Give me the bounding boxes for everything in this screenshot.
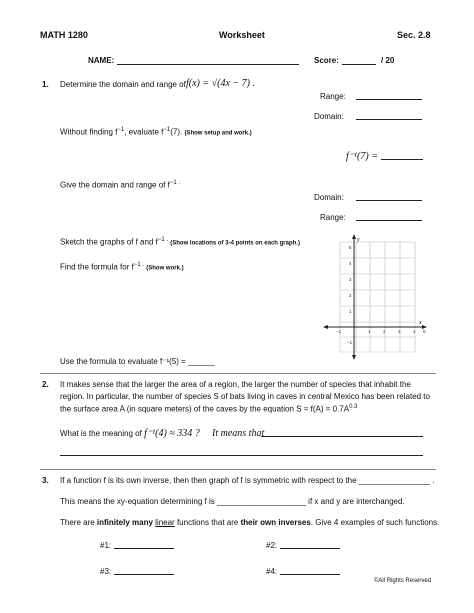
x-tick-4: 4 bbox=[413, 329, 416, 334]
q3-line1: If a function f is its own inverse, then then graph of f is symmetric with respect to the ________________ . bbox=[60, 476, 435, 485]
coordinate-grid[interactable] bbox=[320, 232, 430, 362]
q2-answer-prefix: It means that bbox=[212, 428, 265, 439]
y-tick-3: 3 bbox=[349, 277, 352, 282]
y-axis-arrow-down bbox=[352, 355, 356, 360]
q1-range-field[interactable] bbox=[356, 99, 422, 100]
x-tick-3: 3 bbox=[398, 329, 401, 334]
q1-use-formula: Use the formula to evaluate f⁻¹(5) = ______ bbox=[60, 357, 215, 366]
q3-line2: This means the xy-equation determining f is ____________________ if x and y are interchanged. bbox=[60, 497, 405, 506]
score-label: Score: bbox=[314, 56, 339, 65]
q1-domain-field[interactable] bbox=[356, 119, 422, 120]
q1-inverse-range-field[interactable] bbox=[356, 220, 422, 221]
q3-line3: There are infinitely many linear functions that are their own inverses. Give 4 examples of such functions. bbox=[60, 518, 440, 527]
q1-prompt: Determine the domain and range of bbox=[60, 80, 186, 89]
q2-line1: It makes sense that the larger the area of a region, the larger the number of species that inhabit the bbox=[60, 380, 411, 389]
q1-inverse-range-label: Range: bbox=[320, 213, 346, 222]
x-axis-label: x bbox=[419, 320, 422, 326]
q1-formula: Find the formula for $f^{-1 .}$ (Show work.) bbox=[60, 262, 184, 272]
x-tick-2: 2 bbox=[383, 329, 386, 334]
y-tick-1: 1 bbox=[349, 309, 352, 314]
q1-range-label: Range: bbox=[320, 92, 346, 101]
x-tick-1: 1 bbox=[368, 329, 371, 334]
q1-sketch: Sketch the graphs of f and $f^{-1 .}$ (Show locations of 3-4 points on each graph.) bbox=[60, 237, 300, 247]
q3-example-4-label: #4: bbox=[266, 567, 278, 576]
y-axis-arrow-up bbox=[352, 234, 356, 239]
divider-2 bbox=[40, 469, 436, 470]
x-tick-neg1: −1 bbox=[336, 329, 342, 334]
q2-answer-field-2[interactable] bbox=[60, 455, 423, 456]
q2-number: 2. bbox=[42, 380, 49, 389]
q3-example-1-field[interactable] bbox=[114, 548, 174, 549]
q1-answer-label: f⁻¹(7) = bbox=[346, 151, 378, 162]
course-code: MATH 1280 bbox=[40, 30, 88, 40]
q3-example-3-field[interactable] bbox=[114, 574, 174, 575]
q1-inverse-prompt: Give the domain and range of $f^{-1 .}$ bbox=[60, 180, 181, 190]
q1-number: 1. bbox=[42, 80, 49, 89]
name-field[interactable] bbox=[117, 64, 299, 65]
x-tick-5: 5 bbox=[423, 329, 426, 334]
q1-inverse-domain-label: Domain: bbox=[314, 193, 344, 202]
q1-domain-label: Domain: bbox=[314, 112, 344, 121]
score-field[interactable] bbox=[342, 64, 376, 65]
worksheet-title: Worksheet bbox=[219, 30, 265, 40]
y-tick-2: 2 bbox=[349, 293, 352, 298]
q3-number: 3. bbox=[42, 476, 49, 485]
y-tick-neg1: −1 bbox=[347, 340, 353, 345]
score-total: / 20 bbox=[381, 56, 395, 65]
divider-1 bbox=[40, 373, 436, 374]
copyright: ©All Rights Reserved bbox=[374, 578, 432, 584]
q2-answer-field-1[interactable] bbox=[261, 436, 423, 437]
y-tick-4: 4 bbox=[349, 261, 352, 266]
q2-meaning: What is the meaning of f⁻¹(4) ≈ 334 ? bbox=[60, 428, 200, 439]
q3-example-1-label: #1: bbox=[100, 541, 112, 550]
q1-evaluate: Without finding $f^{-1}$, evaluate $f^{-1}(7)$. (Show setup and work.) bbox=[60, 127, 252, 137]
q2-line2: region. In particular, the number of species S of bats living in caves in central Mexico has been related to bbox=[60, 392, 430, 401]
section-label: Sec. 2.8 bbox=[397, 30, 431, 40]
q3-example-4-field[interactable] bbox=[280, 574, 340, 575]
name-label: NAME: bbox=[88, 56, 115, 65]
y-axis-label: y bbox=[357, 237, 360, 243]
q3-example-2-label: #2: bbox=[266, 541, 278, 550]
q1-answer-field[interactable] bbox=[381, 159, 423, 160]
q2-line3: the surface area A (in square meters) of the caves by the equation $S = f(A) = 0.7A^{0.3}$ bbox=[60, 404, 358, 414]
q1-function: f(x) = √(4x − 7) . bbox=[186, 78, 255, 89]
q3-example-3-label: #3: bbox=[100, 567, 112, 576]
q3-example-2-field[interactable] bbox=[280, 548, 340, 549]
q1-inverse-domain-field[interactable] bbox=[356, 200, 422, 201]
y-tick-5: 5 bbox=[349, 245, 352, 250]
x-axis-arrow-left bbox=[323, 325, 328, 329]
